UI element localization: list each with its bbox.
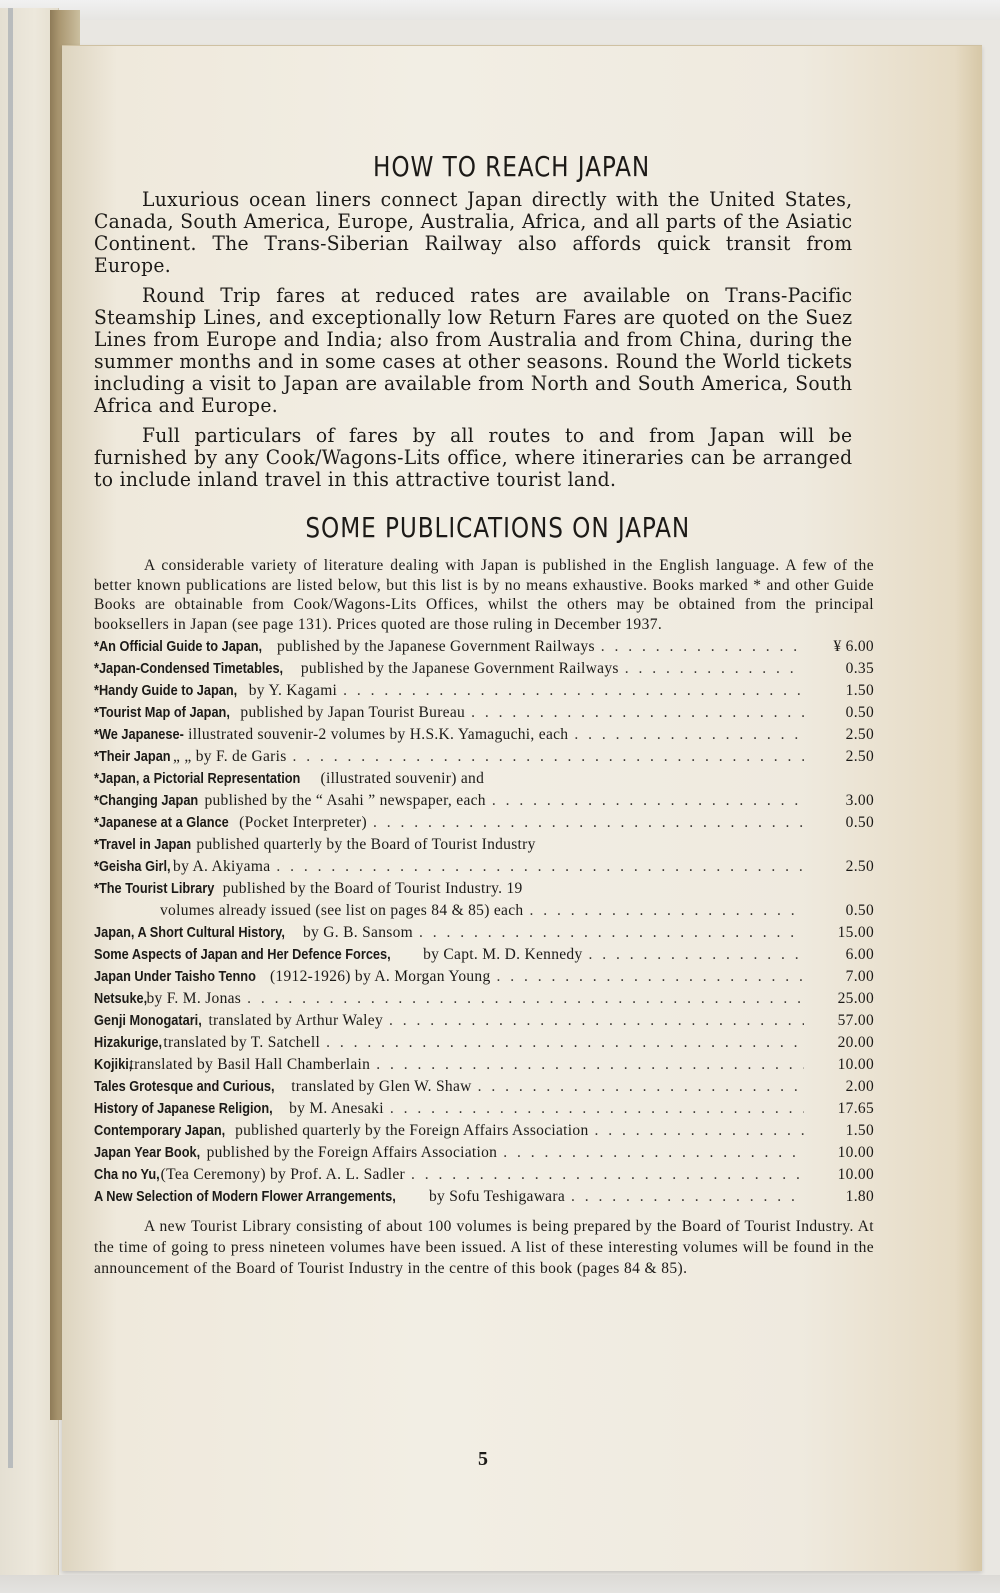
publication-price: 1.50 <box>845 1122 874 1139</box>
publication-title: *Tourist Map of Japan, <box>94 705 230 721</box>
publication-title: Tales Grotesque and Curious, <box>94 1079 275 1095</box>
publication-item <box>94 790 874 812</box>
publication-title: *Their Japan <box>94 749 171 765</box>
dot-leader <box>419 922 804 944</box>
publication-description: by Capt. M. D. Kennedy <box>423 946 583 963</box>
dot-leader <box>601 636 804 658</box>
dot-leader <box>389 1010 804 1032</box>
publication-item <box>94 856 874 878</box>
dot-leader <box>293 746 804 768</box>
publication-description: translated by Basil Hall Chamberlain <box>129 1056 371 1073</box>
publication-description: illustrated souvenir-2 volumes by H.S.K. Yamaguchi, each <box>188 726 569 743</box>
publication-item <box>94 944 874 966</box>
publication-title: *We Japanese- <box>94 727 184 743</box>
publication-price: 2.50 <box>845 858 874 875</box>
publication-item <box>94 812 874 834</box>
heading-publications-on-japan: SOME PUBLICATIONS ON JAPAN <box>305 511 691 544</box>
paragraph-ocean-liners: Luxurious ocean liners connect Japan directly with the United States, Canada, South America, Europe, Australia, Africa, and all parts of the Asiatic Continent. The Trans-Siberian Railway also affords quick transit from Europe. <box>94 188 853 277</box>
publication-price: 1.80 <box>845 1188 874 1205</box>
publication-item <box>94 1032 874 1054</box>
dot-leader <box>390 1098 804 1120</box>
publication-price: 2.00 <box>845 1078 874 1095</box>
publications-list <box>94 636 874 1208</box>
publication-description: published by the Japanese Government Railways <box>300 660 619 677</box>
background-surface-bottom <box>0 1575 1000 1593</box>
publication-description: by F. M. Jonas <box>146 990 242 1007</box>
publication-title: *Japanese at a Glance <box>94 815 229 831</box>
publication-item <box>94 1076 874 1098</box>
page-content <box>94 150 874 1279</box>
publication-item <box>94 658 874 680</box>
publication-price: 20.00 <box>837 1034 874 1051</box>
publication-item <box>94 702 874 724</box>
publication-price: 17.65 <box>837 1100 874 1117</box>
publication-price: 10.00 <box>837 1144 874 1161</box>
publication-title: Kojiki, <box>94 1057 133 1073</box>
publication-description: translated by Arthur Waley <box>208 1012 384 1029</box>
publications-intro: A considerable variety of literature dealing with Japan is published in the English language. A few of the better known publications are listed below, but this list is by no means exhaustive. Books marked * and other Guide Books are obtainable from Cook/Wagons-Lits Offices, whilst the others may be obtained from the principal booksellers in Japan (see page 131). Prices quoted are those ruling in December 1937. <box>94 557 874 633</box>
publication-title: *Geisha Girl, <box>94 859 171 875</box>
publication-description: by Sofu Teshigawara <box>428 1188 566 1205</box>
publication-item <box>94 900 874 922</box>
publication-description: by Y. Kagami <box>248 682 338 699</box>
publication-title: *Changing Japan <box>94 793 199 809</box>
publication-price: 10.00 <box>837 1166 874 1183</box>
publication-item <box>94 1120 874 1142</box>
dot-leader <box>373 812 804 834</box>
paragraph-round-trip-fares: Round Trip fares at reduced rates are available on Trans-Pacific Steamship Lines, and exceptionally low Return Fares are quoted on the Suez Lines from Europe and India; also from Australia and from China, during the summer months and in some cases at other seasons. Round the World tickets including a visit to Japan are available from North and South America, South Africa and Europe. <box>94 284 853 417</box>
dot-leader <box>497 966 804 988</box>
publication-price: 2.50 <box>845 726 874 743</box>
publication-item <box>94 988 874 1010</box>
publication-price: 10.00 <box>837 1056 874 1073</box>
publications-closing-note: A new Tourist Library consisting of about 100 volumes is being prepared by the Board of Tourist Industry. At the time of going to press nineteen volumes have been issued. A list of these interesting volumes will be found in the announcement of the Board of Tourist Industry in the centre of this book (pages 84 & 85). <box>94 1218 874 1277</box>
publication-item <box>94 1186 874 1208</box>
publication-price: 0.35 <box>845 660 874 677</box>
dot-leader <box>571 1186 804 1208</box>
dot-leader <box>503 1142 804 1164</box>
publication-description: published quarterly by the Board of Tourist Industry <box>196 836 536 853</box>
page-number: 5 <box>478 1448 488 1470</box>
dot-leader <box>478 1076 804 1098</box>
publication-item <box>94 922 874 944</box>
dot-leader <box>343 680 804 702</box>
publication-item <box>94 680 874 702</box>
publication-description: by G. B. Sansom <box>303 924 413 941</box>
publication-item <box>94 1054 874 1076</box>
dot-leader <box>595 1120 805 1142</box>
page-edge-line <box>8 8 13 1468</box>
publication-price: 25.00 <box>837 990 874 1007</box>
publication-item <box>94 724 874 746</box>
publication-price: 0.50 <box>845 704 874 721</box>
publication-title: Japan Under Taisho Tenno <box>94 969 256 985</box>
publication-item <box>94 1164 874 1186</box>
publication-item <box>94 966 874 988</box>
publication-description: (illustrated souvenir) and <box>320 770 485 787</box>
publication-title: *An Official Guide to Japan, <box>94 639 263 655</box>
publication-price: 0.50 <box>845 814 874 831</box>
dot-leader <box>376 1054 804 1076</box>
dot-leader <box>471 702 804 724</box>
publication-item <box>94 746 874 768</box>
publication-description: by M. Anesaki <box>289 1100 384 1117</box>
publication-title: Genji Monogatari, <box>94 1013 202 1029</box>
background-surface <box>0 0 1000 20</box>
publication-description: volumes already issued (see list on pages 84 & 85) each <box>160 902 524 919</box>
publication-description: published by the Foreign Affairs Association <box>206 1144 498 1161</box>
dot-leader <box>492 790 804 812</box>
how-to-reach-section <box>94 189 874 491</box>
publication-title: A New Selection of Modern Flower Arrangements, <box>94 1189 396 1205</box>
publication-description: (Pocket Interpreter) <box>239 814 367 831</box>
publication-price: 3.00 <box>845 792 874 809</box>
publication-title: *Travel in Japan <box>94 837 192 853</box>
publication-description: by A. Akiyama <box>173 858 271 875</box>
publication-price: 15.00 <box>837 924 874 941</box>
publication-title: Hizakurige, <box>94 1035 163 1051</box>
publication-item <box>94 878 874 900</box>
publication-price: 1.50 <box>845 682 874 699</box>
publication-description: published by the “ Asahi ” newspaper, each <box>204 792 486 809</box>
publication-title: *Japan-Condensed Timetables, <box>94 661 284 677</box>
publication-price: 2.50 <box>845 748 874 765</box>
publication-description: published by Japan Tourist Bureau <box>240 704 466 721</box>
dot-leader <box>276 856 804 878</box>
dot-leader <box>529 900 804 922</box>
publication-item <box>94 768 874 790</box>
publication-description: (Tea Ceremony) by Prof. A. L. Sadler <box>160 1166 405 1183</box>
publication-title: Japan Year Book, <box>94 1145 201 1161</box>
publication-price: 0.50 <box>845 902 874 919</box>
publication-description: translated by Glen W. Shaw <box>291 1078 472 1095</box>
publication-title: Netsuke, <box>94 991 148 1007</box>
publication-description: published quarterly by the Foreign Affairs Association <box>235 1122 589 1139</box>
publication-item <box>94 1142 874 1164</box>
publication-price: ¥ 6.00 <box>833 638 874 655</box>
publication-item <box>94 636 874 658</box>
dot-leader <box>247 988 804 1010</box>
dot-leader <box>411 1164 804 1186</box>
publication-title: *Handy Guide to Japan, <box>94 683 238 699</box>
paragraph-full-particulars: Full particulars of fares by all routes to and from Japan will be furnished by any Cook/Wagons-Lits office, where itineraries can be arranged to include inland travel in this attractive tourist land. <box>94 424 853 491</box>
publication-price: 6.00 <box>845 946 874 963</box>
publication-description: published by the Board of Tourist Industry. 19 <box>222 880 523 897</box>
heading-how-to-reach-japan: HOW TO REACH JAPAN <box>373 150 651 183</box>
publication-description: „ „ by F. de Garis <box>173 748 287 765</box>
publication-description: published by the Japanese Government Railways <box>276 638 595 655</box>
publication-price: 7.00 <box>845 968 874 985</box>
publication-item <box>94 834 874 856</box>
publication-description: translated by T. Satchell <box>163 1034 321 1051</box>
publication-title: Some Aspects of Japan and Her Defence Forces, <box>94 947 391 963</box>
publication-title: History of Japanese Religion, <box>94 1101 273 1117</box>
publication-title: Japan, A Short Cultural History, <box>94 925 285 941</box>
publication-price: 57.00 <box>837 1012 874 1029</box>
publication-item <box>94 1010 874 1032</box>
dot-leader <box>326 1032 804 1054</box>
dot-leader <box>625 658 804 680</box>
publication-item <box>94 1098 874 1120</box>
dot-leader <box>589 944 804 966</box>
publication-title: *The Tourist Library <box>94 881 215 897</box>
publication-description: (1912-1926) by A. Morgan Young <box>269 968 491 985</box>
publication-title: Cha no Yu, <box>94 1167 160 1183</box>
publication-title: *Japan, a Pictorial Representation <box>94 771 301 787</box>
dot-leader <box>574 724 804 746</box>
publication-title: Contemporary Japan, <box>94 1123 226 1139</box>
